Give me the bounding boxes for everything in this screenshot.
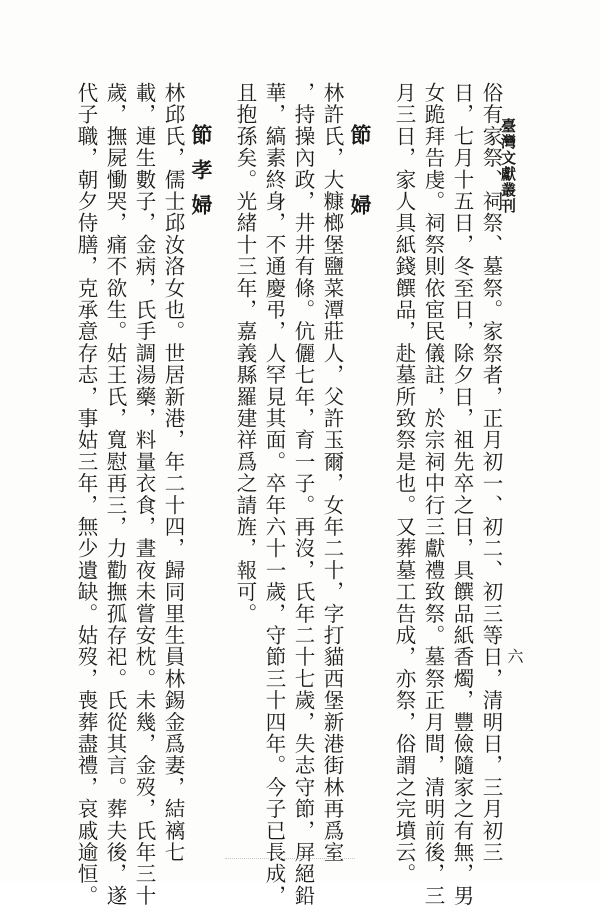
page-number: 六 xyxy=(505,648,524,664)
text-column: 載，連生數子，金病，氏手調湯藥，料量衣食，晝夜未嘗安枕。未幾，金歿，氏年三十 xyxy=(132,82,156,907)
bottom-scan-marks xyxy=(225,858,355,862)
text-column: 華，縞素終身，不通慶弔，人罕見其面。卒年六十一歲，守節三十四年。今子已長成， xyxy=(262,82,286,907)
body-text xyxy=(40,82,505,907)
text-column: 歲，撫屍慟哭，痛不欲生。姑王氏，寬慰再三，力勸撫孤存祀。氏從其言。葬夫後，遂 xyxy=(103,82,127,907)
text-column: 林許氏，大糠榔堡鹽菜潭莊人，父許玉爾，女年二十，字打貓西堡新港街林再爲室 xyxy=(320,82,344,864)
section-heading-jiexiaofu: 節孝婦 xyxy=(189,124,214,229)
text-column: 俗有家祭、祠祭、墓祭。家祭者，正月初一、初二、初三等日，清明日，三月初三 xyxy=(479,82,503,864)
section-heading-jiefu: 節 婦 xyxy=(348,124,373,229)
text-column: 月三日，家人具紙錢饌品，赴墓所致祭是也。又葬墓工告成，亦祭，俗謂之完墳云。 xyxy=(392,82,416,885)
text-column: ，持操內政，井井有條。伉儷七年，育一子。再沒，氏年二十七歲，失志守節，屏絕鉛 xyxy=(291,82,315,907)
series-title: 臺灣文獻叢刊 xyxy=(499,118,517,214)
text-column: 女跪拜告虔。祠祭則依宦民儀註，於宗祠中行三獻禮致祭。墓祭正月間，清明前後，三 xyxy=(421,82,445,907)
text-column: 且抱孫矣。光緒十三年，嘉義縣羅建祥爲之請旌，報可。 xyxy=(233,82,257,625)
text-column: 日，七月十五日，冬至日，除夕日，祖先卒之日，具饌品紙香燭，豐儉隨家之有無，男 xyxy=(450,82,474,907)
text-column: 林邱氏，儒士邱汝洛女也。世居新港，年二十四，歸同里生員林錫金爲妻，結褵七 xyxy=(161,82,185,864)
text-column: 代子職，朝夕侍膳，克承意存志，事姑三年，無少遺缺。姑歿，喪葬盡禮，哀戚逾恒。 xyxy=(74,82,98,907)
